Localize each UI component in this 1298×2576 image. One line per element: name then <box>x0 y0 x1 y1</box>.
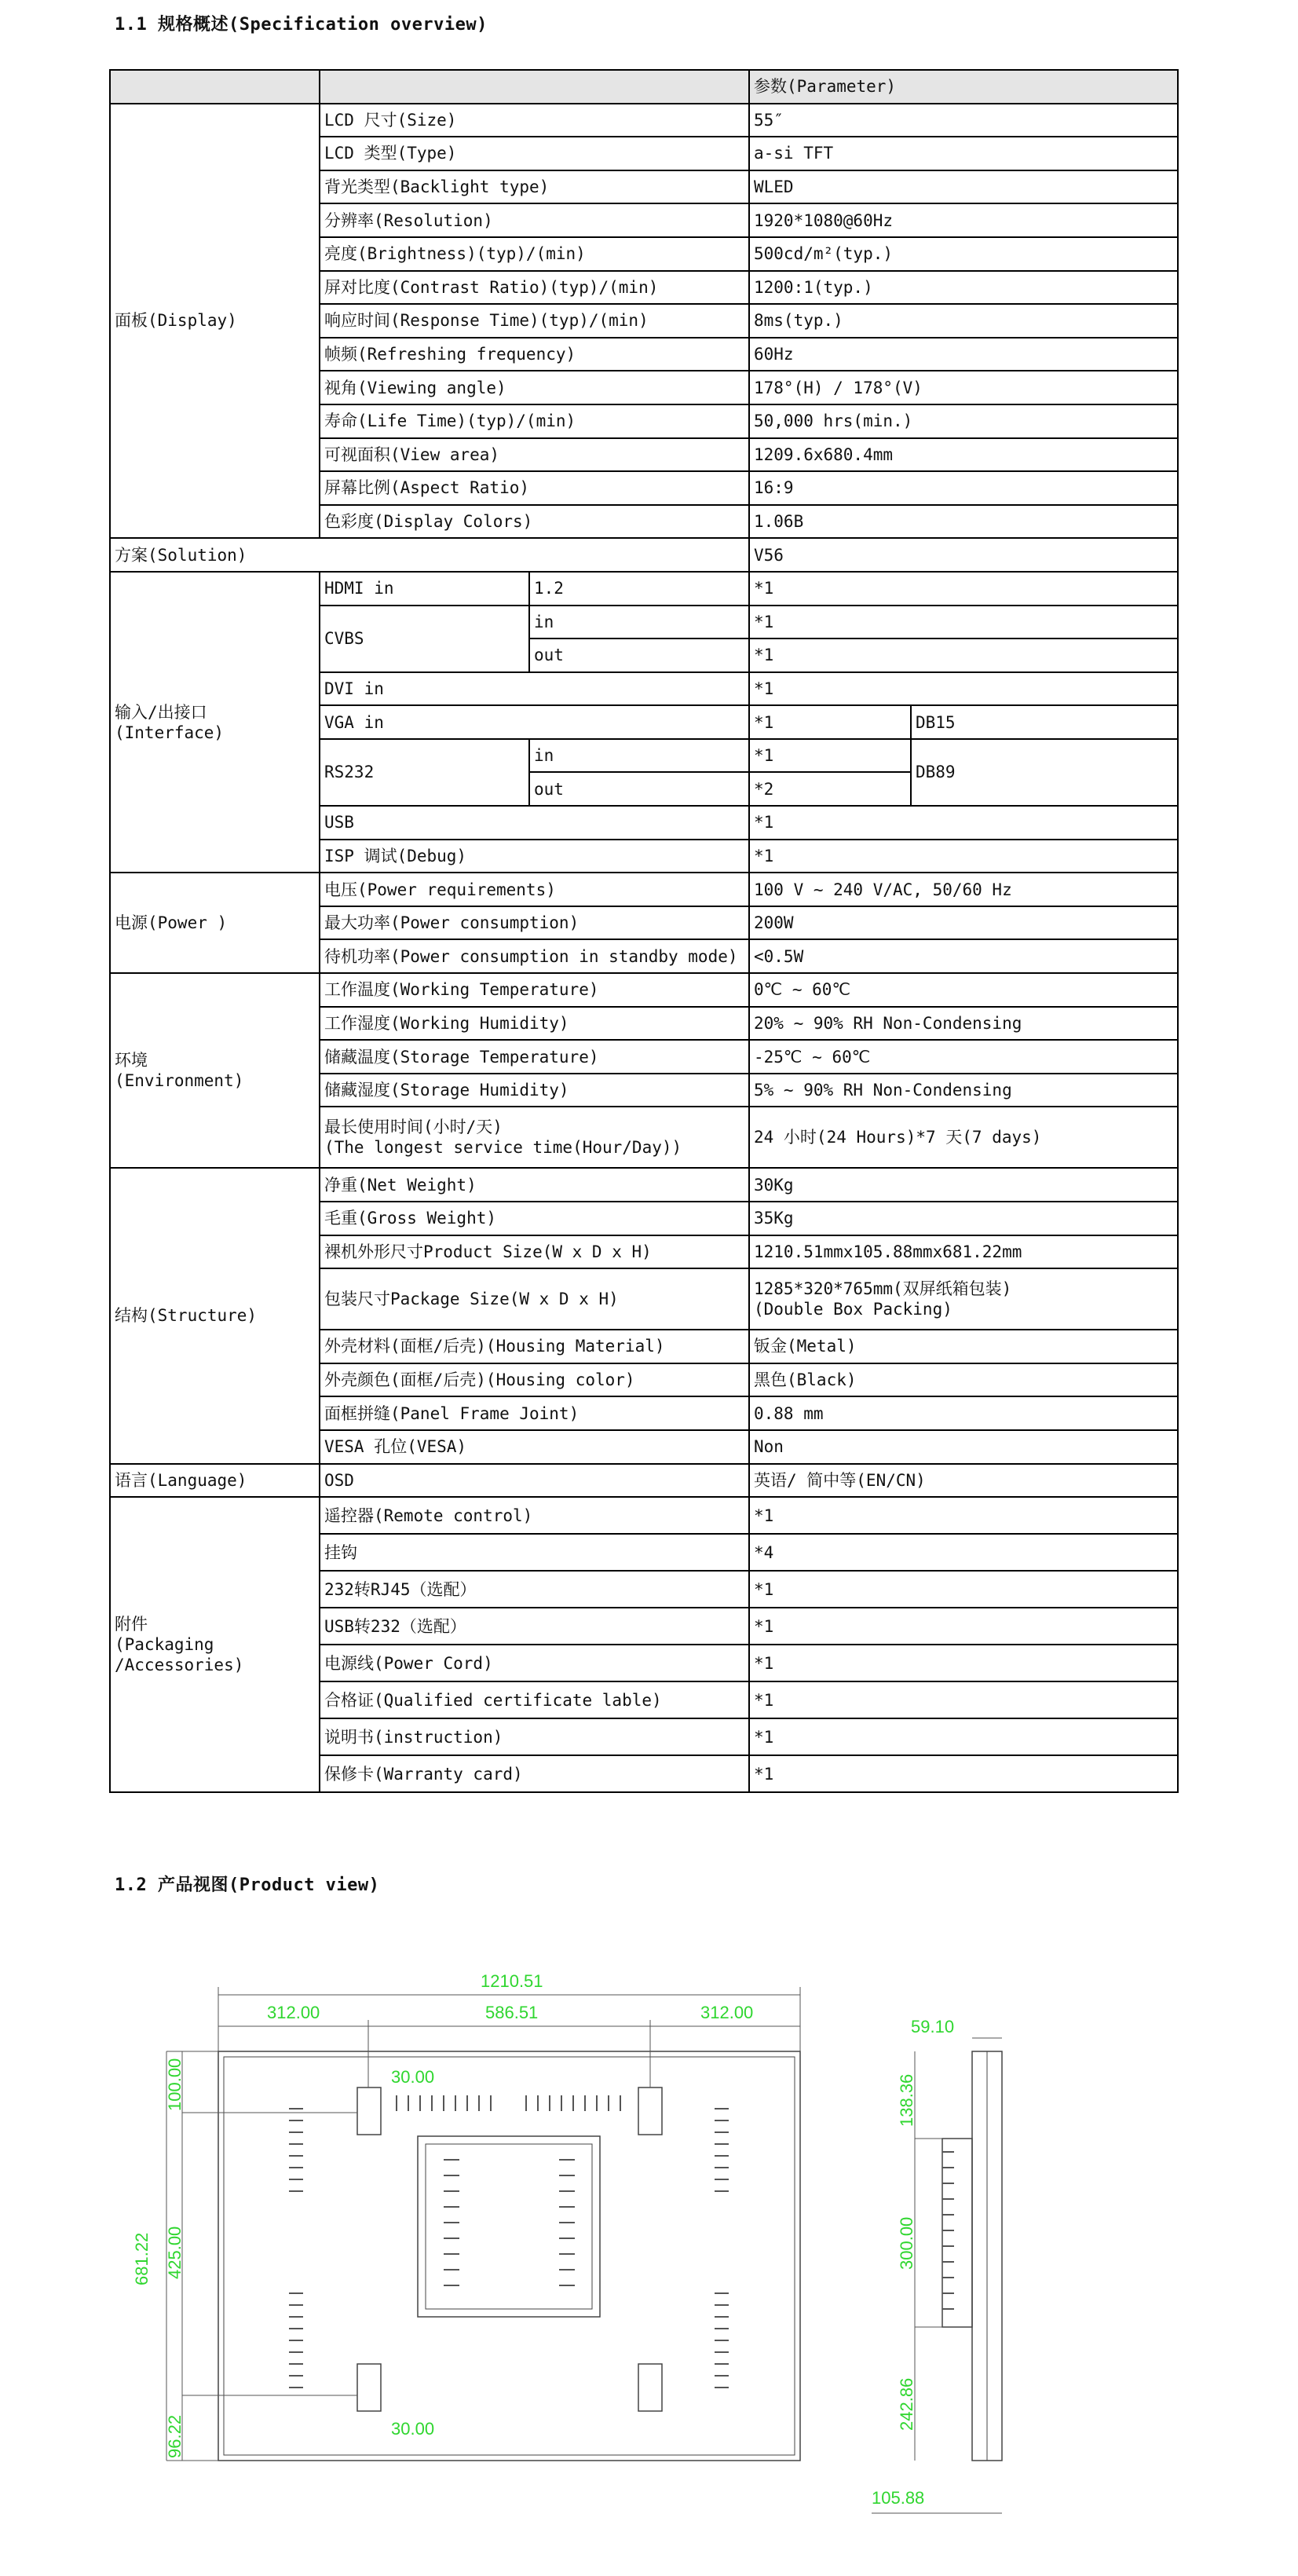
category-power: 电源(Power ) <box>110 873 320 973</box>
spec-value: *1 <box>749 806 1178 840</box>
spec-value: 1210.51mmx105.88mmx681.22mm <box>749 1235 1178 1269</box>
spec-value: 55″ <box>749 104 1178 137</box>
category-interface: 输入/出接口 (Interface) <box>110 572 320 873</box>
dim-hook-bottom: 30.00 <box>391 2419 435 2439</box>
dim-height-bottom: 96.22 <box>165 2414 185 2458</box>
category-display: 面板(Display) <box>110 104 320 539</box>
spec-label: 储藏温度(Storage Temperature) <box>320 1040 749 1074</box>
spec-label: 视角(Viewing angle) <box>320 371 749 404</box>
spec-label: LCD 类型(Type) <box>320 137 749 170</box>
category-environment: 环境 (Environment) <box>110 973 320 1168</box>
spec-label: LCD 尺寸(Size) <box>320 104 749 137</box>
spec-label: VGA in <box>320 705 749 739</box>
dim-width-middle: 586.51 <box>485 2003 539 2022</box>
spec-value: -25℃ ~ 60℃ <box>749 1040 1178 1074</box>
dim-side-h2: 300.00 <box>897 2216 916 2270</box>
spec-label: USB <box>320 806 749 840</box>
spec-value: *1 <box>749 572 1178 606</box>
spec-value: 0℃ ~ 60℃ <box>749 973 1178 1007</box>
spec-label: 毛重(Gross Weight) <box>320 1202 749 1235</box>
spec-label: 电源线(Power Cord) <box>320 1645 749 1681</box>
parameter-header: 参数(Parameter) <box>749 70 1178 104</box>
spec-label: 包装尺寸Package Size(W x D x H) <box>320 1268 749 1330</box>
spec-value: 英语/ 简中等(EN/CN) <box>749 1464 1178 1498</box>
spec-label: OSD <box>320 1464 749 1498</box>
spec-label: 工作温度(Working Temperature) <box>320 973 749 1007</box>
spec-value: a-si TFT <box>749 137 1178 170</box>
spec-value: 60Hz <box>749 338 1178 371</box>
spec-label: 色彩度(Display Colors) <box>320 505 749 539</box>
spec-value: 100 V ~ 240 V/AC, 50/60 Hz <box>749 873 1178 906</box>
spec-label: RS232 <box>320 739 529 806</box>
spec-label: 最大功率(Power consumption) <box>320 906 749 940</box>
spec-sub-label: in <box>529 606 749 639</box>
category-solution: 方案(Solution) <box>110 538 749 572</box>
spec-label: 响应时间(Response Time)(typ)/(min) <box>320 304 749 338</box>
spec-value: *1 <box>749 1645 1178 1681</box>
spec-value: *1 <box>749 1681 1178 1718</box>
hook-top-right <box>638 2088 662 2135</box>
spec-table <box>109 69 1179 1793</box>
spec-value: 1209.6x680.4mm <box>749 438 1178 472</box>
rear-panel-block <box>418 2136 600 2317</box>
spec-value: <0.5W <box>749 939 1178 973</box>
spec-label: 寿命(Life Time)(typ)/(min) <box>320 404 749 438</box>
spec-label: 净重(Net Weight) <box>320 1168 749 1202</box>
spec-value: 1200:1(typ.) <box>749 271 1178 305</box>
category-structure: 结构(Structure) <box>110 1168 320 1463</box>
spec-value: WLED <box>749 170 1178 204</box>
spec-label: 背光类型(Backlight type) <box>320 170 749 204</box>
spec-value: 5% ~ 90% RH Non-Condensing <box>749 1074 1178 1107</box>
spec-label: 最长使用时间(小时/天) (The longest service time(Hour/Day)) <box>320 1107 749 1168</box>
spec-sub-label: in <box>529 739 749 773</box>
spec-value: 8ms(typ.) <box>749 304 1178 338</box>
spec-value: *1 <box>749 705 911 739</box>
spec-value: *1 <box>749 1608 1178 1645</box>
section-title-product-view: 1.2 产品视图(Product view) <box>115 1875 380 1895</box>
spec-value: 500cd/m²(typ.) <box>749 237 1178 271</box>
spec-label: 说明书(instruction) <box>320 1718 749 1755</box>
spec-label: HDMI in <box>320 572 529 606</box>
dim-side-depth: 105.88 <box>872 2488 925 2508</box>
spec-value: 黑色(Black) <box>749 1363 1178 1397</box>
spec-value: 200W <box>749 906 1178 940</box>
spec-label: 储藏湿度(Storage Humidity) <box>320 1074 749 1107</box>
spec-sub-label: 1.2 <box>529 572 749 606</box>
spec-value: *1 <box>749 1497 1178 1534</box>
connector-label: DB89 <box>911 739 1178 806</box>
dim-hook-top: 30.00 <box>391 2067 435 2087</box>
product-view-drawing <box>0 1916 1298 2560</box>
dim-side-top: 59.10 <box>911 2017 955 2036</box>
category-accessories: 附件 (Packaging /Accessories) <box>110 1497 320 1792</box>
spec-value: 50,000 hrs(min.) <box>749 404 1178 438</box>
dim-side-h1: 138.36 <box>897 2073 916 2127</box>
spec-value: *1 <box>749 639 1178 672</box>
spec-label: USB转232（选配） <box>320 1608 749 1645</box>
spec-value: *1 <box>749 1755 1178 1792</box>
spec-label: 裸机外形尺寸Product Size(W x D x H) <box>320 1235 749 1269</box>
spec-value: 16:9 <box>749 471 1178 505</box>
spec-sub-label: out <box>529 639 749 672</box>
category-language: 语言(Language) <box>110 1464 320 1498</box>
spec-label: CVBS <box>320 606 529 672</box>
dim-height-total: 681.22 <box>132 2232 152 2285</box>
spec-value: *2 <box>749 772 911 806</box>
spec-label: DVI in <box>320 672 749 706</box>
spec-label: 亮度(Brightness)(typ)/(min) <box>320 237 749 271</box>
spec-value: V56 <box>749 538 1178 572</box>
spec-value: Non <box>749 1430 1178 1464</box>
spec-value: *4 <box>749 1534 1178 1571</box>
spec-value: 20% ~ 90% RH Non-Condensing <box>749 1007 1178 1041</box>
spec-label: 挂钩 <box>320 1534 749 1571</box>
spec-label: 分辨率(Resolution) <box>320 203 749 237</box>
spec-label: 工作湿度(Working Humidity) <box>320 1007 749 1041</box>
spec-label: 帧频(Refreshing frequency) <box>320 338 749 371</box>
spec-label: 232转RJ45（选配） <box>320 1571 749 1608</box>
hook-bottom-left <box>357 2364 381 2411</box>
spec-label: 面框拼缝(Panel Frame Joint) <box>320 1396 749 1430</box>
spec-value: 钣金(Metal) <box>749 1330 1178 1363</box>
spec-label: 遥控器(Remote control) <box>320 1497 749 1534</box>
spec-label: 合格证(Qualified certificate lable) <box>320 1681 749 1718</box>
spec-value: *1 <box>749 1718 1178 1755</box>
spec-value: *1 <box>749 840 1178 873</box>
spec-value: 1.06B <box>749 505 1178 539</box>
spec-label: 屏幕比例(Aspect Ratio) <box>320 471 749 505</box>
spec-value: 1285*320*765mm(双屏纸箱包装) (Double Box Packing) <box>749 1268 1178 1330</box>
spec-label: 外壳颜色(面框/后壳)(Housing color) <box>320 1363 749 1397</box>
spec-value: 178°(H) / 178°(V) <box>749 371 1178 404</box>
dim-width-left: 312.00 <box>267 2003 320 2022</box>
spec-value: 0.88 mm <box>749 1396 1178 1430</box>
spec-value: *1 <box>749 1571 1178 1608</box>
dim-width-total: 1210.51 <box>481 1971 543 1991</box>
spec-value: 30Kg <box>749 1168 1178 1202</box>
dim-side-h3: 242.86 <box>897 2377 916 2431</box>
spec-value: *1 <box>749 672 1178 706</box>
dim-height-top: 100.00 <box>165 2058 185 2111</box>
spec-value: *1 <box>749 739 911 773</box>
spec-label: 待机功率(Power consumption in standby mode) <box>320 939 749 973</box>
hook-top-left <box>357 2088 381 2135</box>
spec-label: 电压(Power requirements) <box>320 873 749 906</box>
spec-sub-label: out <box>529 772 749 806</box>
spec-label: VESA 孔位(VESA) <box>320 1430 749 1464</box>
table-header-row <box>110 70 1178 104</box>
spec-label: 保修卡(Warranty card) <box>320 1755 749 1792</box>
spec-value: 24 小时(24 Hours)*7 天(7 days) <box>749 1107 1178 1168</box>
spec-label: 屏对比度(Contrast Ratio)(typ)/(min) <box>320 271 749 305</box>
spec-label: 外壳材料(面框/后壳)(Housing Material) <box>320 1330 749 1363</box>
spec-value: *1 <box>749 606 1178 639</box>
section-title-spec: 1.1 规格概述(Specification overview) <box>115 15 488 35</box>
spec-value: 35Kg <box>749 1202 1178 1235</box>
connector-label: DB15 <box>911 705 1178 739</box>
dim-width-right: 312.00 <box>700 2003 754 2022</box>
hook-bottom-right <box>638 2364 662 2411</box>
dim-height-middle: 425.00 <box>165 2226 185 2279</box>
spec-label: ISP 调试(Debug) <box>320 840 749 873</box>
spec-label: 可视面积(View area) <box>320 438 749 472</box>
spec-value: 1920*1080@60Hz <box>749 203 1178 237</box>
